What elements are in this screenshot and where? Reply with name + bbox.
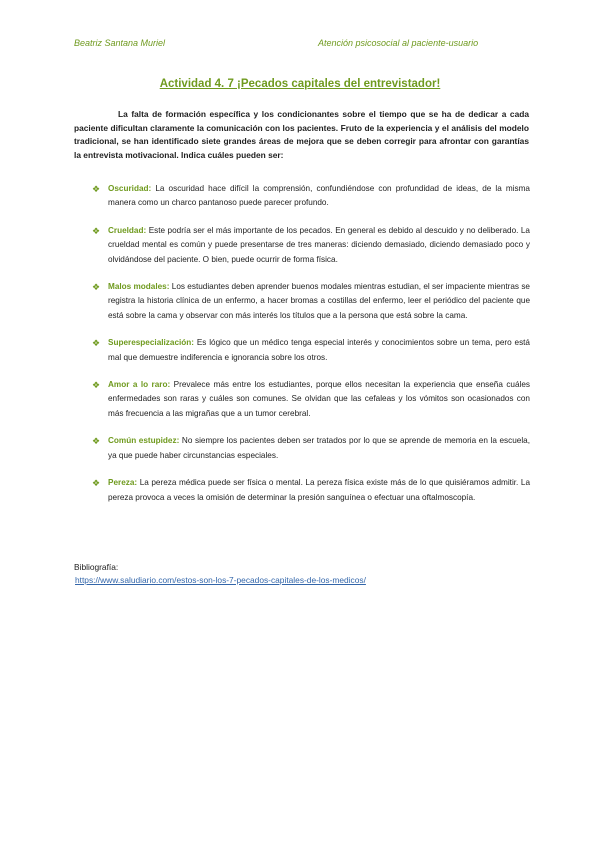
item-term: Común estupidez: xyxy=(108,436,180,446)
item-term: Pereza: xyxy=(108,478,138,488)
page-header xyxy=(74,38,502,52)
diamond-bullet-icon: ❖ xyxy=(92,380,101,391)
list-item-amor-a-lo-raro xyxy=(92,378,530,421)
header-author: Beatriz Santana Muriel xyxy=(74,38,166,48)
diamond-bullet-icon: ❖ xyxy=(92,225,101,236)
sins-list xyxy=(92,182,530,518)
list-item-malos-modales xyxy=(92,280,530,323)
bibliography-label: Bibliografía: xyxy=(74,562,119,572)
list-item-comun-estupidez xyxy=(92,434,530,463)
list-item-oscuridad xyxy=(92,182,530,211)
item-text: Prevalece más entre los estudiantes, porque ellos necesitan la experiencia que enseña cuáles enfermedades son raras y cuáles son comunes. Se olvidan que las cefaleas y los vómitos son ocasionados con más frecuencia a las migrañas que a un tumor cerebral. xyxy=(108,380,530,418)
item-text: Este podría ser el más importante de los pecados. En general es debido al descuido y no deliberado. La crueldad mental es común y puede presentarse de tres maneras: diciendo demasiado, diciendo demasiado poco y olvidándose del paciente. O bien, puede ocurrir de forma física. xyxy=(108,225,530,264)
item-text: La oscuridad hace difícil la comprensión, confundiéndose con profundidad de ideas, de la misma manera como un charco pantanoso puede parecer profundo. xyxy=(108,184,530,208)
item-term: Amor a lo raro: xyxy=(108,380,171,390)
diamond-bullet-icon: ❖ xyxy=(92,338,101,349)
item-term: Superespecialización: xyxy=(108,338,195,348)
bibliography-link[interactable]: https://www.saludiario.com/estos-son-los-7-pecados-capitales-de-los-medicos/ xyxy=(75,575,366,585)
diamond-bullet-icon: ❖ xyxy=(92,478,101,489)
item-text: No siempre los pacientes deben ser tratados por lo que se aprende de memoria en la escuela, ya que puede haber circunstancias especiales. xyxy=(108,436,530,460)
item-term: Malos modales: xyxy=(108,282,170,292)
item-term: Crueldad: xyxy=(108,225,147,235)
item-text: Es lógico que un médico tenga especial interés y conocimientos sobre un tema, pero está mal que demuestre indiferencia e ignorancia sobre los otros. xyxy=(108,338,530,362)
bibliography xyxy=(74,561,366,587)
diamond-bullet-icon: ❖ xyxy=(92,184,101,194)
item-text: La pereza médica puede ser física o mental. La pereza física existe más de lo que quisiéramos admitir. La pereza provoca a veces la omisión de determinar la presión sanguínea o efectuar una oftalmoscopía. xyxy=(108,478,530,502)
intro-paragraph: La falta de formación específica y los condicionantes sobre el tiempo que se ha de dedicar a cada paciente dificultan claramente la comunicación con los pacientes. Fruto de la experiencia y el análisis del modelo tradicional, se han identificado siete grandes áreas de mejora que se deben corregir para afrontar con garantías la entrevista motivacional. Indica cuáles pueden ser: xyxy=(74,109,529,160)
diamond-bullet-icon: ❖ xyxy=(92,436,101,447)
header-course: Atención psicosocial al paciente-usuario xyxy=(318,38,479,48)
list-item-crueldad xyxy=(92,224,530,267)
item-text: Los estudiantes deben aprender buenos modales mientras estudian, el ser impaciente mientras se registra la historia clínica de un enfermo, a hacer bromas a costillas del enfermo, leer el periódico del paciente que está sobre la cama y observar con más interés los títulos que a la persona que está sobre la cama. xyxy=(108,282,530,320)
item-term: Oscuridad: xyxy=(108,184,152,193)
document-title: Actividad 4. 7 ¡Pecados capitales del entrevistador! xyxy=(159,78,441,90)
list-item-pereza xyxy=(92,476,530,505)
list-item-superespecializacion xyxy=(92,336,530,365)
diamond-bullet-icon: ❖ xyxy=(92,282,101,293)
